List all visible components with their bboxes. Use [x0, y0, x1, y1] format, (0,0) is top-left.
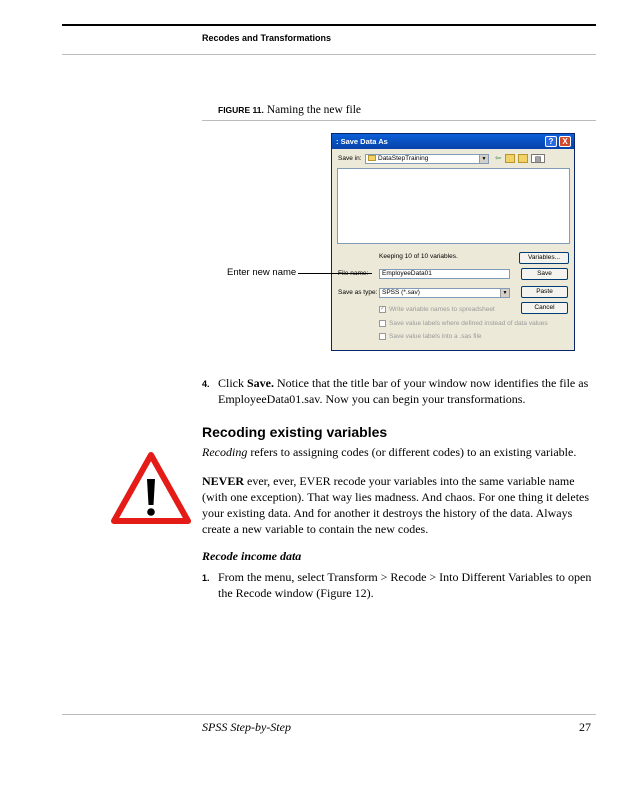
save-in-value: DataStepTraining: [378, 155, 429, 162]
checkbox-icon: [379, 320, 386, 327]
save-button[interactable]: Save: [521, 268, 568, 280]
file-name-value: EmployeeData01: [382, 270, 432, 277]
step-text: From the menu, select Transform > Recode > Into Different Variables to open the Recode window (Figure 12).: [218, 570, 592, 600]
close-button[interactable]: X: [559, 136, 571, 147]
save-in-label: Save in:: [338, 155, 362, 162]
help-button[interactable]: ?: [545, 136, 557, 147]
write-names-option[interactable]: [379, 306, 495, 313]
save-in-select[interactable]: [365, 154, 489, 164]
save-data-as-dialog: [331, 133, 575, 351]
section-heading: Recoding existing variables: [202, 424, 388, 440]
page-number: 27: [579, 720, 591, 734]
write-names-label: Write variable names to spreadsheet: [389, 306, 495, 314]
subhead-recode-income: Recode income data: [202, 549, 302, 563]
chevron-down-icon: ▼: [479, 155, 488, 163]
step-number: 4.: [202, 379, 210, 389]
step-4: [202, 375, 593, 407]
dialog-titlebar: [332, 134, 574, 149]
up-folder-icon[interactable]: [505, 154, 515, 163]
value-labels-option[interactable]: [379, 320, 548, 327]
chevron-down-icon: ▼: [500, 289, 509, 297]
save-as-type-value: SPSS (*.sav): [382, 289, 420, 296]
paste-button[interactable]: Paste: [521, 286, 568, 298]
figure-label: FIGURE 11.: [218, 105, 264, 115]
step-number: 1.: [202, 573, 210, 583]
dialog-title: : Save Data As: [336, 137, 388, 146]
save-as-type-label: Save as type:: [338, 289, 378, 296]
cancel-button[interactable]: Cancel: [521, 302, 568, 314]
step-1: [202, 569, 593, 601]
sas-file-label: Save value labels into a .sas file: [389, 333, 482, 341]
folder-icon: [368, 155, 376, 161]
footer-rule: [62, 714, 596, 715]
callout-label: Enter new name: [227, 267, 297, 278]
keeping-text: Keeping 10 of 10 variables.: [379, 253, 458, 260]
never-paragraph: NEVER ever, ever, EVER recode your variables into the same variable name (with one exception). That way lies madness. And chaos. For one thing it deletes your existing data. And for another it destroys the history of the data. Always create a new variable to contain the new codes.: [202, 474, 590, 536]
figure-caption-text: Naming the new file: [266, 104, 362, 116]
recoding-paragraph: Recoding refers to assigning codes (or different codes) to an existing variable.: [202, 445, 577, 459]
value-labels-label: Save value labels where defined instead of data values: [389, 320, 548, 328]
figure-rule: [202, 120, 596, 121]
figure-caption: [218, 104, 361, 116]
view-menu-icon[interactable]: ▤: [531, 154, 545, 163]
sas-file-option[interactable]: [379, 333, 482, 340]
save-as-type-select[interactable]: [379, 288, 510, 298]
header-rule: [62, 54, 596, 55]
top-rule: [62, 24, 596, 26]
checkbox-icon: [379, 333, 386, 340]
file-list[interactable]: [337, 168, 570, 244]
callout-leader-line: [298, 273, 372, 274]
variables-button[interactable]: Variables...: [519, 252, 569, 264]
footer-title: SPSS Step-by-Step: [202, 720, 291, 734]
running-head: Recodes and Transformations: [202, 33, 332, 43]
new-folder-icon[interactable]: [518, 154, 528, 163]
file-name-input[interactable]: [379, 269, 510, 279]
back-icon[interactable]: ⇦: [495, 155, 501, 162]
warning-triangle-icon: [110, 451, 192, 525]
step-text: Click Save. Notice that the title bar of your window now identifies the file as EmployeeData01.sav. Now you can begin your transformations.: [218, 376, 589, 406]
checkbox-checked-icon: ✓: [380, 306, 386, 312]
